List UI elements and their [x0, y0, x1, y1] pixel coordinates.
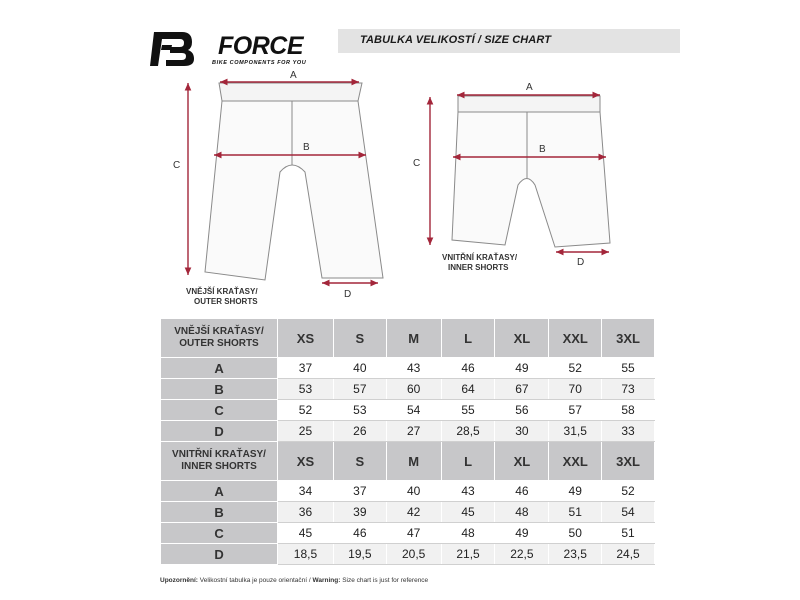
outer-label-a: A — [290, 70, 297, 81]
table-cell: 25 — [278, 421, 334, 442]
table-cell: 46 — [495, 481, 549, 502]
table-cell: 31,5 — [549, 421, 602, 442]
brand-wordmark: FORCE — [218, 32, 303, 60]
outer-heading-line2: OUTER SHORTS — [179, 338, 259, 349]
size-header: XXL — [549, 319, 602, 358]
row-label: D — [161, 544, 278, 565]
table-cell: 36 — [278, 502, 334, 523]
inner-label-d: D — [577, 257, 585, 268]
table-cell: 37 — [333, 481, 386, 502]
table-cell: 51 — [549, 502, 602, 523]
size-header: L — [441, 442, 495, 481]
inner-label-a: A — [526, 82, 533, 93]
table-cell: 52 — [602, 481, 655, 502]
table-row — [161, 421, 655, 442]
size-table — [160, 318, 655, 565]
table-cell: 49 — [495, 358, 549, 379]
size-header: S — [333, 442, 386, 481]
size-header: 3XL — [602, 319, 655, 358]
row-label: A — [161, 358, 278, 379]
table-cell: 64 — [441, 379, 495, 400]
outer-caption-line1: VNĚJŠÍ KRAŤASY/ — [186, 287, 258, 296]
size-header: S — [333, 319, 386, 358]
table-cell: 19,5 — [333, 544, 386, 565]
table-cell: 45 — [278, 523, 334, 544]
table-cell: 23,5 — [549, 544, 602, 565]
table-cell: 46 — [441, 358, 495, 379]
table-cell: 48 — [495, 502, 549, 523]
table-cell: 20,5 — [386, 544, 441, 565]
size-header: XXL — [549, 442, 602, 481]
table-row — [161, 544, 655, 565]
row-label: B — [161, 502, 278, 523]
table-cell: 67 — [495, 379, 549, 400]
table-cell: 37 — [278, 358, 334, 379]
outer-heading-line1: VNĚJŠÍ KRAŤASY/ — [174, 326, 264, 337]
table-cell: 39 — [333, 502, 386, 523]
outer-label-b: B — [303, 142, 310, 153]
table-cell: 55 — [441, 400, 495, 421]
table-cell: 26 — [333, 421, 386, 442]
inner-shorts-drawing — [452, 96, 610, 247]
table-row — [161, 523, 655, 544]
table-cell: 49 — [495, 523, 549, 544]
inner-caption-line1: VNITŘNÍ KRAŤASY/ — [442, 253, 518, 262]
table-cell: 53 — [333, 400, 386, 421]
table-row — [161, 502, 655, 523]
footnote-text-cz: Velikostní tabulka je pouze orientační / — [197, 577, 313, 584]
row-label: A — [161, 481, 278, 502]
inner-heading-line1: VNITŘNÍ KRAŤASY/ — [172, 449, 266, 460]
inner-shorts-caption — [442, 253, 517, 273]
size-header: 3XL — [602, 442, 655, 481]
table-cell: 57 — [333, 379, 386, 400]
outer-section-heading — [161, 319, 278, 358]
table-cell: 18,5 — [278, 544, 334, 565]
table-cell: 40 — [386, 481, 441, 502]
outer-header-row — [161, 319, 655, 358]
table-cell: 40 — [333, 358, 386, 379]
outer-shorts-drawing — [205, 83, 383, 280]
footnote — [160, 577, 428, 584]
row-label: D — [161, 421, 278, 442]
inner-section-heading — [161, 442, 278, 481]
table-row — [161, 379, 655, 400]
brand-tagline: BIKE COMPONENTS FOR YOU — [212, 60, 307, 66]
outer-label-d: D — [344, 289, 352, 300]
table-cell: 21,5 — [441, 544, 495, 565]
row-label: C — [161, 523, 278, 544]
inner-header-row — [161, 442, 655, 481]
size-header: XS — [278, 319, 334, 358]
table-cell: 58 — [602, 400, 655, 421]
inner-heading-line2: INNER SHORTS — [181, 461, 257, 472]
table-cell: 22,5 — [495, 544, 549, 565]
inner-label-b: B — [539, 144, 546, 155]
table-cell: 54 — [386, 400, 441, 421]
size-header: L — [441, 319, 495, 358]
inner-caption-line2: INNER SHORTS — [448, 263, 509, 272]
size-header: XL — [495, 319, 549, 358]
table-cell: 34 — [278, 481, 334, 502]
table-row — [161, 400, 655, 421]
table-cell: 43 — [441, 481, 495, 502]
table-cell: 55 — [602, 358, 655, 379]
table-cell: 56 — [495, 400, 549, 421]
table-cell: 45 — [441, 502, 495, 523]
table-cell: 24,5 — [602, 544, 655, 565]
footnote-text-en: Size chart is just for reference — [340, 577, 429, 584]
table-cell: 52 — [549, 358, 602, 379]
inner-label-c: C — [413, 158, 421, 169]
table-cell: 42 — [386, 502, 441, 523]
table-cell: 46 — [333, 523, 386, 544]
footnote-label-cz: Upozornění: — [160, 577, 198, 584]
table-cell: 47 — [386, 523, 441, 544]
table-cell: 53 — [278, 379, 334, 400]
row-label: B — [161, 379, 278, 400]
table-cell: 73 — [602, 379, 655, 400]
page-title: TABULKA VELIKOSTÍ / SIZE CHART — [360, 34, 552, 46]
table-cell: 30 — [495, 421, 549, 442]
table-cell: 54 — [602, 502, 655, 523]
row-label: C — [161, 400, 278, 421]
table-cell: 51 — [602, 523, 655, 544]
table-cell: 33 — [602, 421, 655, 442]
table-cell: 60 — [386, 379, 441, 400]
size-header: XS — [278, 442, 334, 481]
table-cell: 43 — [386, 358, 441, 379]
outer-caption-line2: OUTER SHORTS — [194, 297, 258, 306]
table-cell: 49 — [549, 481, 602, 502]
table-cell: 52 — [278, 400, 334, 421]
outer-shorts-caption — [186, 287, 258, 307]
size-header: M — [386, 319, 441, 358]
size-header: XL — [495, 442, 549, 481]
outer-label-c: C — [173, 160, 181, 171]
footnote-label-en: Warning: — [312, 577, 341, 584]
table-cell: 50 — [549, 523, 602, 544]
table-cell: 70 — [549, 379, 602, 400]
table-cell: 57 — [549, 400, 602, 421]
table-cell: 48 — [441, 523, 495, 544]
table-cell: 27 — [386, 421, 441, 442]
table-row — [161, 481, 655, 502]
size-header: M — [386, 442, 441, 481]
table-row — [161, 358, 655, 379]
table-cell: 28,5 — [441, 421, 495, 442]
